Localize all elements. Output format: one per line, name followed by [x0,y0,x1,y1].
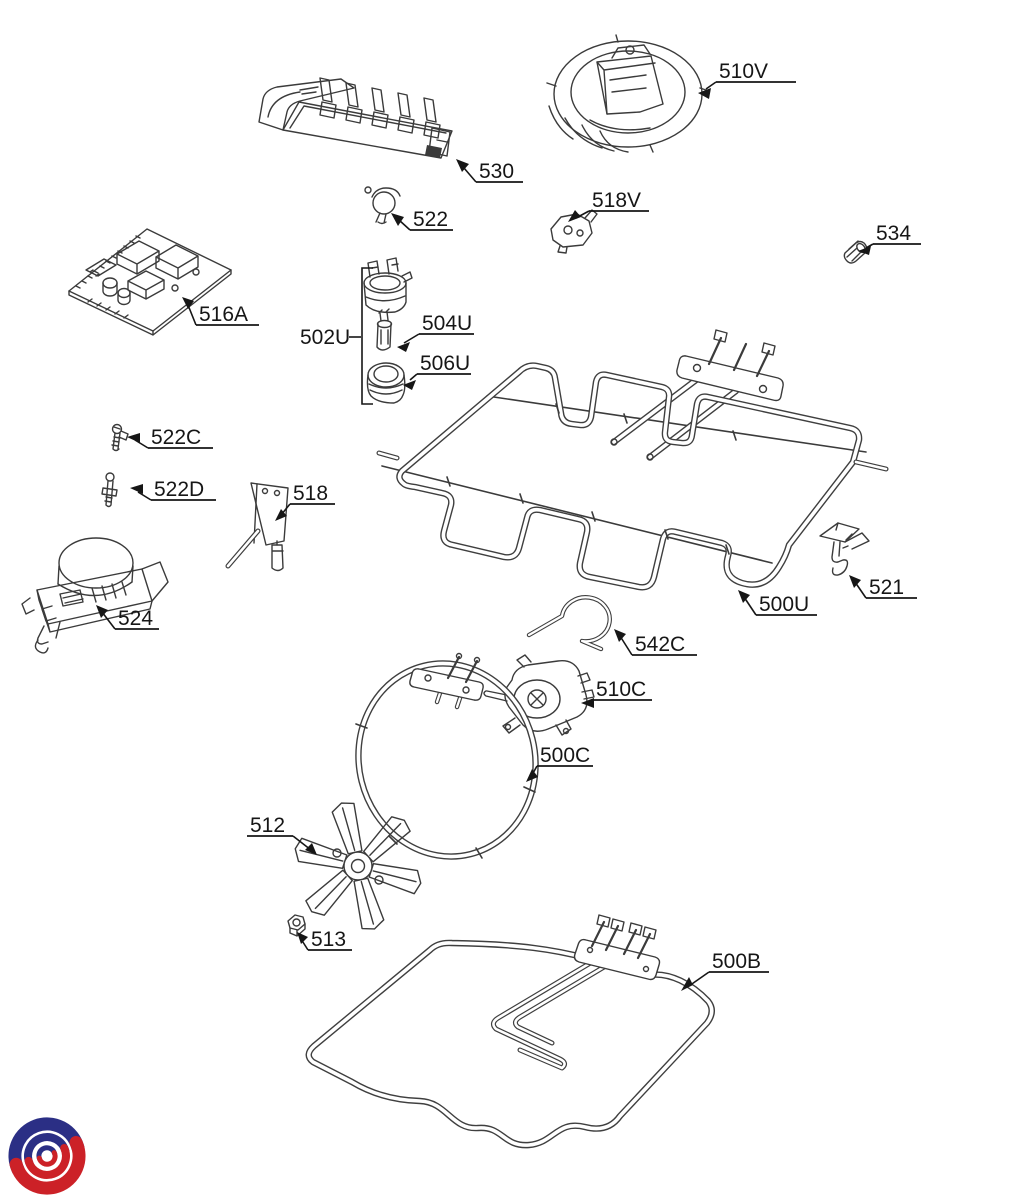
part-512-drawing [292,801,424,932]
lamp-bulb-504u [377,309,392,350]
part-530-drawing [259,78,452,158]
part-500u-label [738,590,817,616]
part-label-510v: 510V [719,60,769,83]
part-label-504u: 504U [422,312,473,335]
part-label-518: 518 [293,482,329,505]
part-504u-label [397,312,474,352]
part-label-542c: 542C [635,633,686,656]
lamp-holder [364,258,412,312]
part-534-label [858,222,921,255]
part-label-522c: 522C [151,426,202,449]
part-518v-label [568,189,649,222]
part-510v-drawing [547,35,709,152]
part-513-drawing [288,915,305,936]
part-522c-label [127,426,213,449]
part-label-500b: 500B [712,950,762,973]
part-521-drawing [820,523,869,575]
part-510c-drawing [484,655,594,735]
part-label-502u: 502U [300,326,351,349]
part-label-534: 534 [876,222,912,245]
part-510c-label [581,678,652,708]
part-label-500u: 500U [759,593,810,616]
part-500b-drawing [309,915,712,1145]
part-label-518v: 518V [592,189,642,212]
part-522d-label [130,478,216,501]
part-542c-label [614,629,697,656]
part-510v-label [698,60,796,99]
part-518-drawing [228,483,288,571]
part-530-label [456,159,523,183]
lamp-lens-506u [367,363,404,403]
part-524-label [96,605,159,630]
part-522d-drawing [102,473,117,507]
part-506u-label [403,352,471,390]
part-label-521: 521 [869,576,905,599]
part-502u-label [300,268,373,404]
part-label-522d: 522D [154,478,205,501]
part-label-510c: 510C [596,678,647,701]
part-513-label [297,928,352,951]
part-521-label [849,575,917,599]
part-522c-drawing [112,425,128,451]
part-label-524: 524 [118,607,154,630]
part-label-506u: 506U [420,352,471,375]
part-502u-drawing [364,258,412,403]
part-524-drawing [22,538,168,653]
part-label-512: 512 [250,814,286,837]
part-label-500c: 500C [540,744,591,767]
part-542c-drawing [529,597,610,649]
part-label-513: 513 [311,928,347,951]
part-512-label [247,814,317,855]
part-label-516a: 516A [199,303,249,326]
part-label-522: 522 [413,208,449,231]
swirl-logo [15,1124,79,1188]
part-label-530: 530 [479,160,515,183]
part-522-label [391,208,453,231]
part-516a-label [182,297,259,326]
